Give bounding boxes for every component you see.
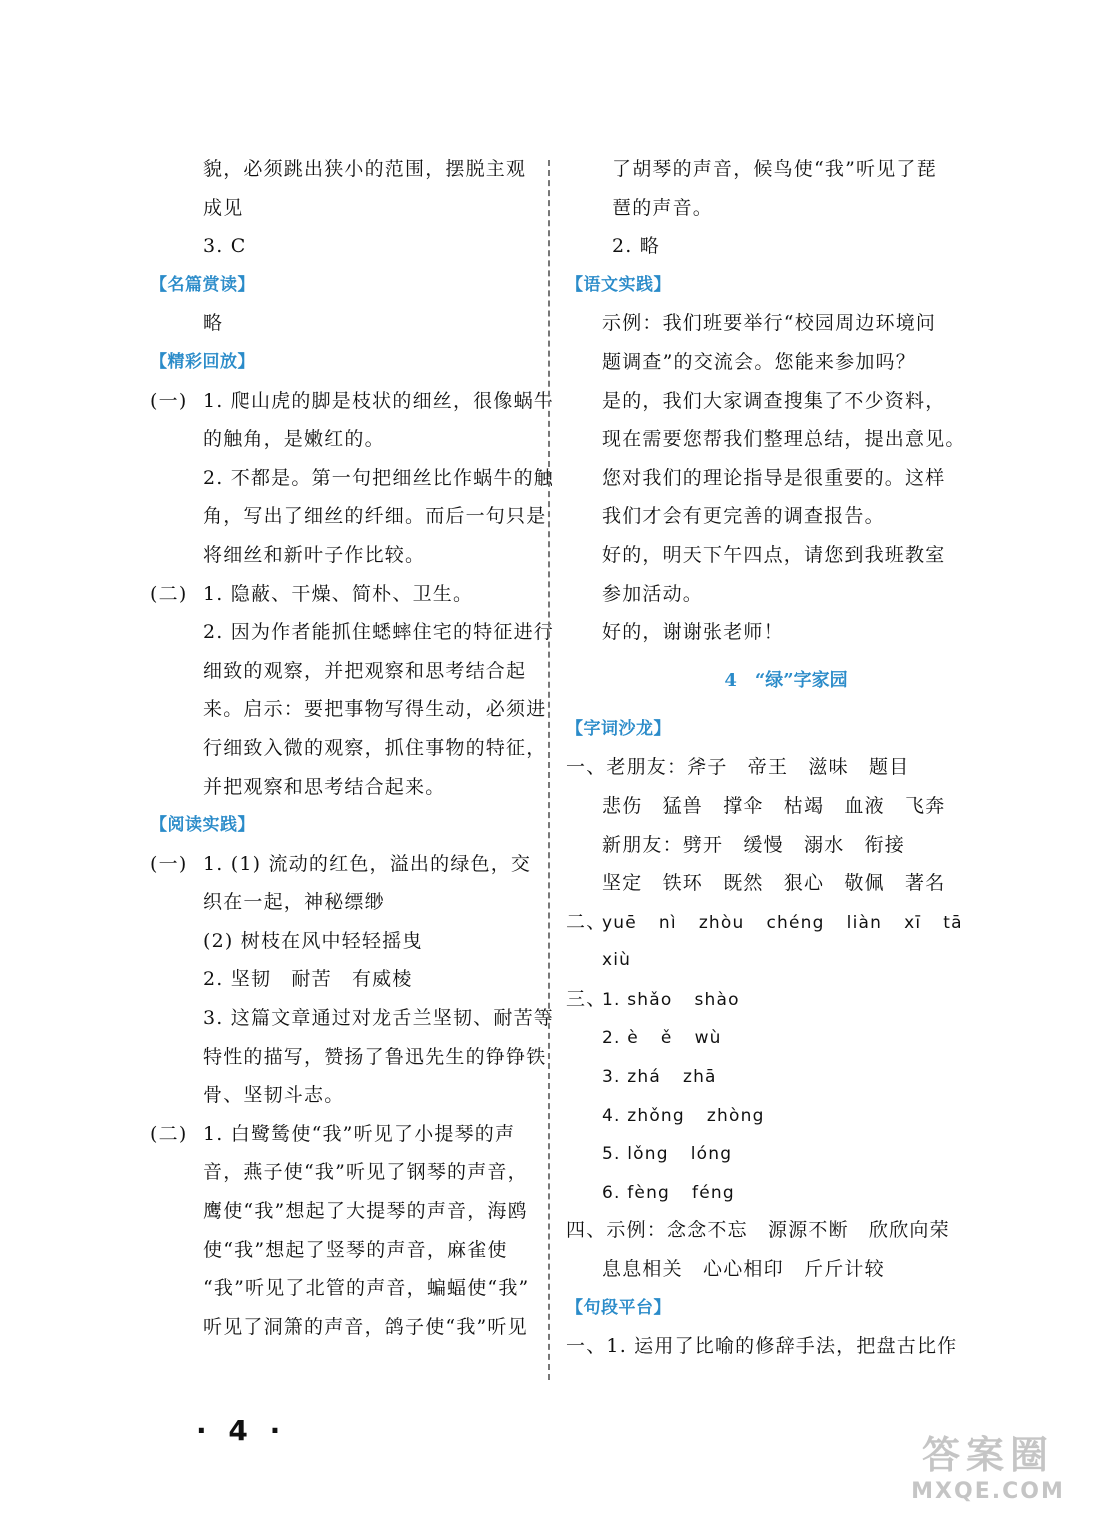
text-line: 了胡琴的声音，候鸟使“我”听见了琵 xyxy=(612,158,937,180)
section-heading-mingpian: 【名篇赏读】 xyxy=(150,274,255,295)
text-line: (二) 1. 隐蔽、干燥、简朴、卫生。 xyxy=(150,575,540,614)
text-line: 使“我”想起了竖琴的声音，麻雀使 xyxy=(203,1238,508,1261)
text-line: 3. C xyxy=(203,235,247,258)
text-line: 成见 xyxy=(203,196,244,219)
text-line: 四、示例：念念不忘 源源不断 欣欣向荣 xyxy=(566,1219,950,1242)
text-line: (一) 1. 爬山虎的脚是枝状的细丝，很像蜗牛 xyxy=(150,382,540,421)
section-heading-yuwen: 【语文实践】 xyxy=(566,274,671,295)
text-line: 3. 这篇文章通过对龙舌兰坚韧、耐苦等 xyxy=(203,1007,554,1030)
item-label: (一) xyxy=(150,852,188,875)
text-line: 示例：我们班要举行“校园周边环境问 xyxy=(602,312,937,335)
item-label: (一) xyxy=(150,389,188,412)
text-line: 将细丝和新叶子作比较。 xyxy=(203,543,426,566)
pinyin-line xyxy=(566,1173,966,1212)
text-line: 行细致入微的观察，抓住事物的特征， xyxy=(203,736,547,759)
text-line: 鹰使“我”想起了大提琴的声音，海鸥 xyxy=(203,1200,528,1223)
text-line: 好的，谢谢张老师！ xyxy=(602,621,784,644)
text-line: 特性的描写，赞扬了鲁迅先生的铮铮铁 xyxy=(203,1045,547,1068)
text-line: 2. 不都是。第一句把细丝比作蜗牛的触 xyxy=(203,466,554,489)
text-line: 2. 因为作者能抓住蟋蟀住宅的特征进行 xyxy=(203,621,554,644)
watermark-site: MXQE.COM xyxy=(911,1479,1065,1504)
left-column xyxy=(150,150,554,1346)
text-line: 悲伤 猛兽 撑伞 枯竭 血液 飞奔 xyxy=(602,794,946,817)
text-line: 2. 坚韧 耐苦 有威棱 xyxy=(203,968,413,991)
text-line: 您对我们的理论指导是很重要的。这样 xyxy=(602,466,946,489)
text-line: 2. 略 xyxy=(612,235,660,258)
page-number: · 4 · xyxy=(196,1414,287,1447)
item-label: 三、 xyxy=(566,987,607,1010)
text-line: 来。启示：要把事物写得生动，必须进 xyxy=(203,698,547,721)
text-line: 角，写出了细丝的纤细。而后一句只是 xyxy=(203,505,547,528)
pinyin-group: 1. shǎo shào xyxy=(602,989,740,1010)
text-line: (一) 1. (1) 流动的红色，溢出的绿色，交 xyxy=(150,845,540,884)
text-line: 题调查”的交流会。您能来参加吗？ xyxy=(602,350,916,373)
pinyin-group: 5. lǒng lóng xyxy=(602,1144,733,1165)
pinyin-group: yuē nì zhòu chéng liàn xī tā xyxy=(602,912,963,933)
section-heading-zici: 【字词沙龙】 xyxy=(566,718,671,739)
text-line: 息息相关 心心相印 斤斤计较 xyxy=(602,1258,885,1281)
text-line: (2) 树枝在风中轻轻摇曳 xyxy=(203,929,423,952)
pinyin-line xyxy=(566,1057,966,1096)
pinyin-line xyxy=(566,903,966,942)
pinyin-group: 2. è ě wù xyxy=(602,1028,722,1049)
text-line: 貌，必须跳出狭小的范围，摆脱主观 xyxy=(203,158,527,180)
text-line: “我”听见了北管的声音，蝙蝠使“我” xyxy=(203,1277,530,1300)
right-column xyxy=(566,150,966,1366)
watermark-logo xyxy=(888,1424,1088,1524)
pinyin-line: xiù xyxy=(602,950,632,971)
text-line: 略 xyxy=(203,312,224,335)
text-line: 新朋友：劈开 缓慢 溺水 衔接 xyxy=(602,833,906,856)
pinyin-group: 3. zhá zhā xyxy=(602,1067,717,1088)
text-line: 好的，明天下午四点，请您到我班教室 xyxy=(602,543,946,566)
text-line: 一、1. 运用了比喻的修辞手法，把盘古比作 xyxy=(566,1335,958,1358)
section-heading-jingcai: 【精彩回放】 xyxy=(150,351,255,372)
text-line: 是的，我们大家调查搜集了不少资料， xyxy=(602,389,946,412)
text-line: 并把观察和思考结合起来。 xyxy=(203,775,446,798)
column-divider xyxy=(548,160,550,1380)
text-line: 织在一起，神秘缥缈 xyxy=(203,891,385,914)
text-line: 参加活动。 xyxy=(602,582,704,605)
text-line: 一、老朋友：斧子 帝王 滋味 题目 xyxy=(566,756,910,779)
text-line: (二) 1. 白鹭鸶使“我”听见了小提琴的声 xyxy=(150,1115,540,1154)
text-line: 骨、坚韧斗志。 xyxy=(203,1084,345,1107)
lesson-title: 4 “绿”字家园 xyxy=(724,669,848,691)
text-line: 琶的声音。 xyxy=(612,196,714,219)
pinyin-line xyxy=(566,1134,966,1173)
pinyin-line xyxy=(566,980,966,1019)
text-line: 音，燕子使“我”听见了钢琴的声音， xyxy=(203,1161,528,1184)
item-label: (二) xyxy=(150,1122,188,1145)
text-line: 现在需要您帮我们整理总结，提出意见。 xyxy=(602,428,966,451)
pinyin-line xyxy=(566,1018,966,1057)
pinyin-group: 6. fèng féng xyxy=(602,1182,735,1203)
item-label: (二) xyxy=(150,582,188,605)
text-line: 我们才会有更完善的调查报告。 xyxy=(602,505,885,528)
text-line: 的触角，是嫩红的。 xyxy=(203,428,385,451)
pinyin-line xyxy=(566,1096,966,1135)
text-line: 坚定 铁环 既然 狠心 敬佩 著名 xyxy=(602,872,946,895)
text-line: 听见了洞箫的声音，鸽子使“我”听见 xyxy=(203,1315,528,1338)
section-heading-yuedu: 【阅读实践】 xyxy=(150,815,255,836)
text-line: 细致的观察，并把观察和思考结合起 xyxy=(203,659,527,682)
pinyin-group: 4. zhǒng zhòng xyxy=(602,1105,765,1126)
watermark-title: 答案圈 xyxy=(921,1433,1054,1477)
item-label: 二、 xyxy=(566,910,607,933)
section-heading-juduan: 【句段平台】 xyxy=(566,1297,671,1318)
